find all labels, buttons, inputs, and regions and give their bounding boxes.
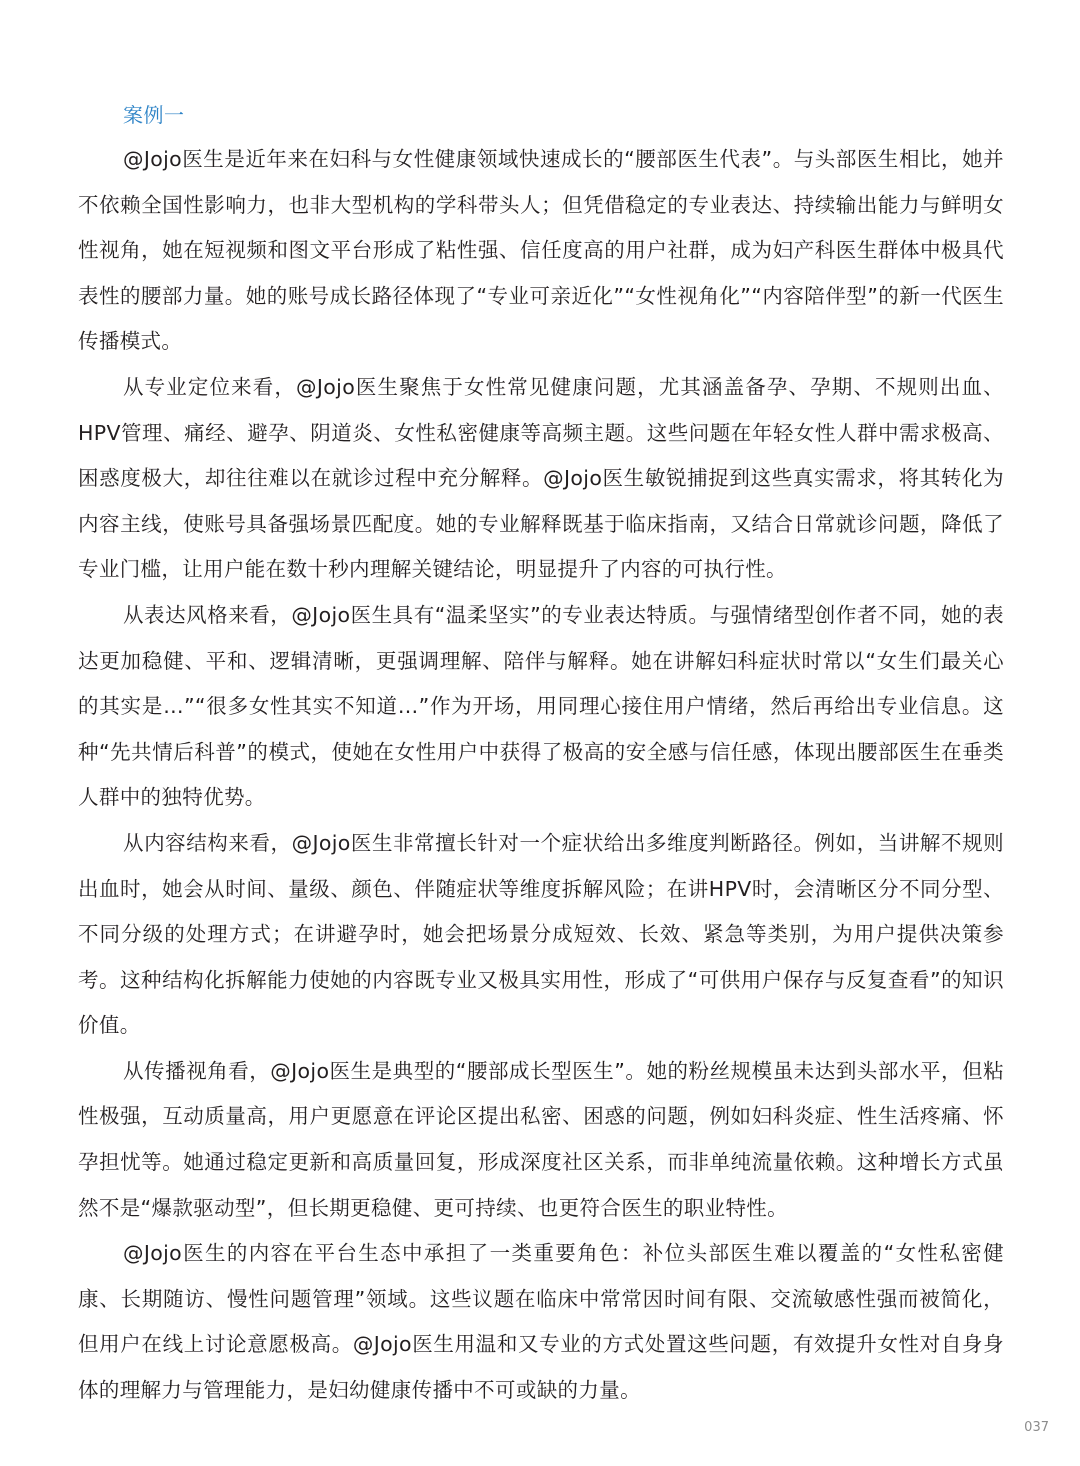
paragraph-intro: @Jojo医生是近年来在妇科与女性健康领域快速成长的“腰部医生代表”。与头部医生相比，她并不依赖全国性影响力，也非大型机构的学科带头人；但凭借稳定的专业表达、持续输出能力与鲜明女性视角，她在短视频和图文平台形成了粘性强、信任度高的用户社群，成为妇产科医生群体中极具代表性的腰部力量。她的账号成长路径体现了“专业可亲近化”“女性视角化”“内容陪伴型”的新一代医生传播模式。	[78, 147, 1004, 354]
paragraph-professional-positioning: 从专业定位来看，@Jojo医生聚焦于女性常见健康问题，尤其涵盖备孕、孕期、不规则出血、HPV管理、痛经、避孕、阴道炎、女性私密健康等高频主题。这些问题在年轻女性人群中需求极高、困惑度极大，却往往难以在就诊过程中充分解释。@Jojo医生敏锐捕捉到这些真实需求，将其转化为内容主线，使账号具备强场景匹配度。她的专业解释既基于临床指南，又结合日常就诊问题，降低了专业门槛，让用户能在数十秒内理解关键结论，明显提升了内容的可执行性。	[78, 374, 1004, 582]
paragraph-platform-role: @Jojo医生的内容在平台生态中承担了一类重要角色：补位头部医生难以覆盖的“女性私密健康、长期随访、慢性问题管理”领域。这些议题在临床中常常因时间有限、交流敏感性强而被简化，但用户在线上讨论意愿极高。@Jojo医生用温和又专业的方式处置这些问题，有效提升女性对自身身体的理解力与管理能力，是妇幼健康传播中不可或缺的力量。	[78, 1241, 1004, 1403]
paragraph-communication-perspective: 从传播视角看，@Jojo医生是典型的“腰部成长型医生”。她的粉丝规模虽未达到头部水平，但粘性极强，互动质量高，用户更愿意在评论区提出私密、困惑的问题，例如妇科炎症、性生活疼痛、怀孕担忧等。她通过稳定更新和高质量回复，形成深度社区关系，而非单纯流量依赖。这种增长方式虽然不是“爆款驱动型”，但长期更稳健、更可持续、也更符合医生的职业特性。	[78, 1058, 1004, 1220]
page-number: 037	[1024, 1420, 1049, 1435]
paragraph-content-structure: 从内容结构来看，@Jojo医生非常擅长针对一个症状给出多维度判断路径。例如，当讲解不规则出血时，她会从时间、量级、颜色、伴随症状等维度拆解风险；在讲HPV时，会清晰区分不同分型、不同分级的处理方式；在讲避孕时，她会把场景分成短效、长效、紧急等类别，为用户提供决策参考。这种结构化拆解能力使她的内容既专业又极具实用性，形成了“可供用户保存与反复查看”的知识价值。	[78, 830, 1004, 1038]
body-text	[78, 137, 1004, 1414]
paragraph-expression-style: 从表达风格来看，@Jojo医生具有“温柔坚实”的专业表达特质。与强情绪型创作者不同，她的表达更加稳健、平和、逻辑清晰，更强调理解、陪伴与解释。她在讲解妇科症状时常以“女生们最关心的其实是…”“很多女性其实不知道…”作为开场，用同理心接住用户情绪，然后再给出专业信息。这种“先共情后科普”的模式，使她在女性用户中获得了极高的安全感与信任感，体现出腰部医生在垂类人群中的独特优势。	[78, 602, 1004, 810]
section-heading: 案例一	[123, 103, 185, 127]
